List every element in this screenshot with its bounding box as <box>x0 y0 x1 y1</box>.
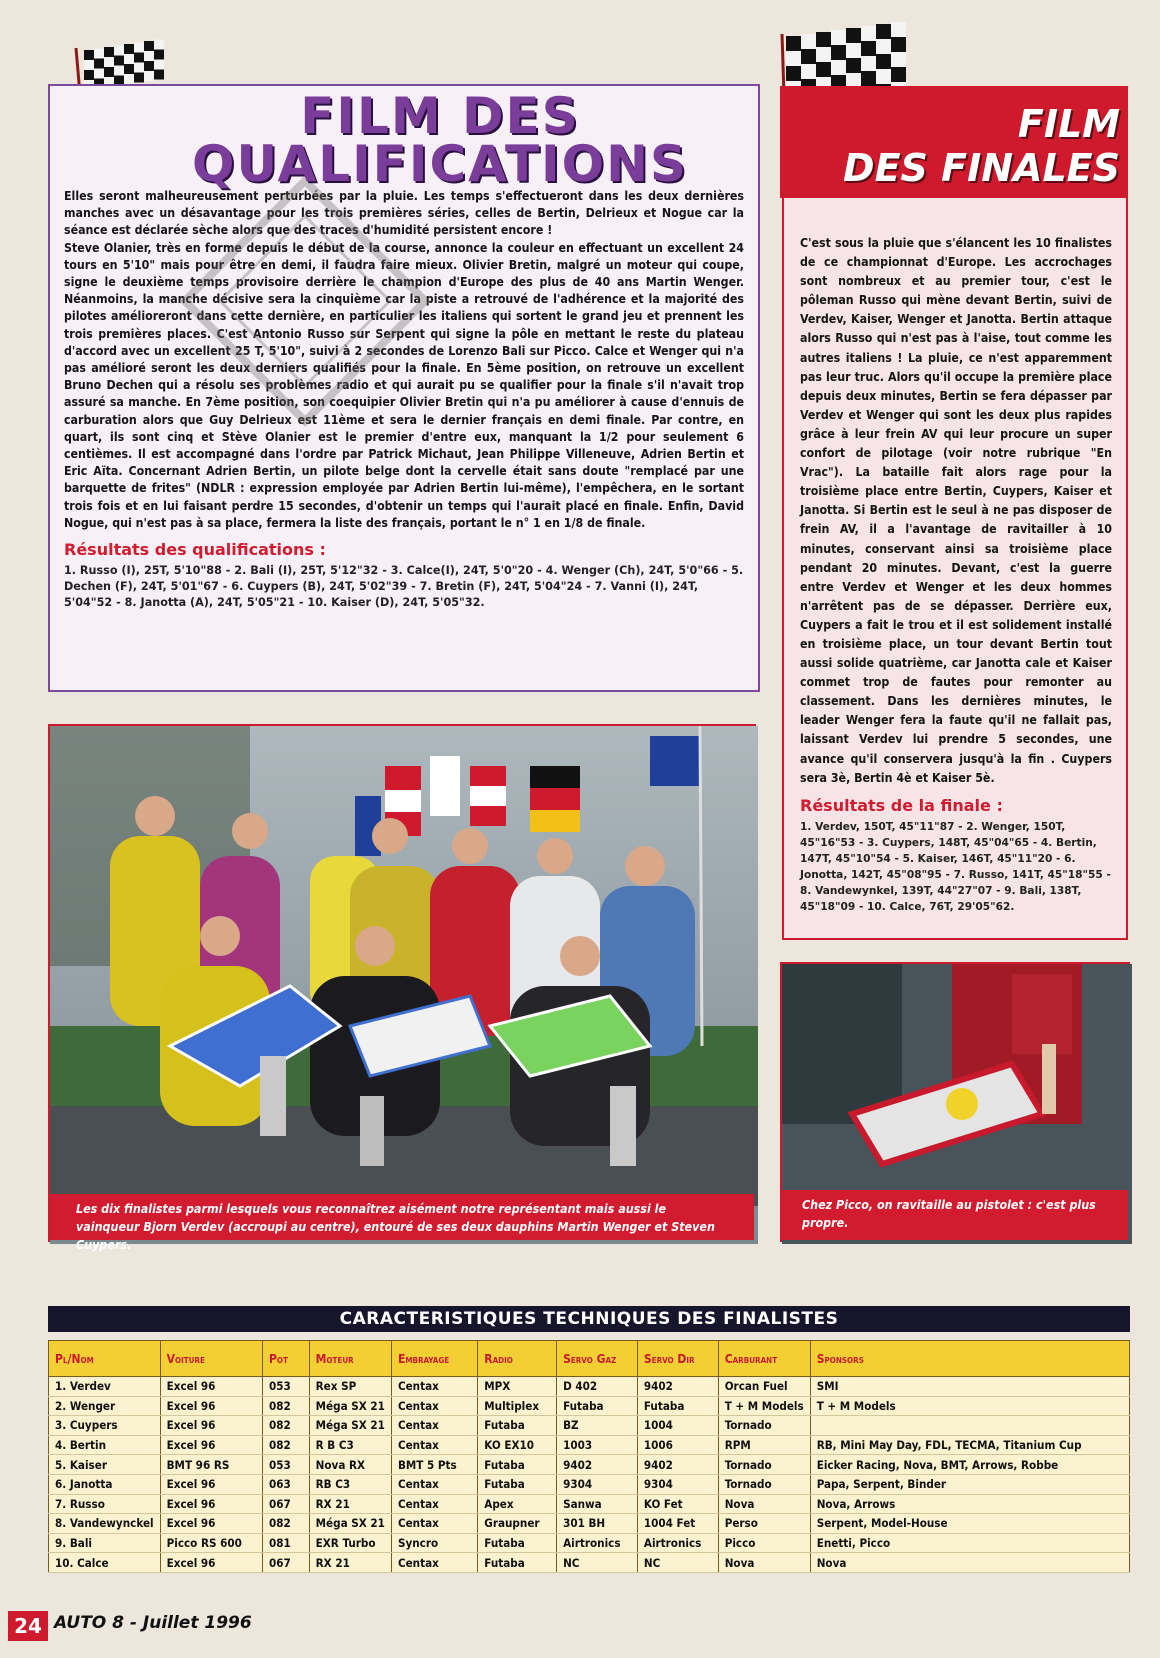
table-cell: Centax <box>391 1553 477 1573</box>
table-cell: Graupner <box>478 1514 557 1534</box>
table-row <box>49 1377 1130 1397</box>
table-cell: Excel 96 <box>160 1435 262 1455</box>
table-cell: 2. Wenger <box>49 1396 161 1416</box>
table-cell: RX 21 <box>309 1494 391 1514</box>
table-cell: T + M Models <box>718 1396 810 1416</box>
qualifications-paragraph: Elles seront malheureusement perturbées par la pluie. Les temps s'effectueront dans les deux dernières manches avec un désavantage pour les trois premières séries, celles de Bertin, Delrieux et Nogue car la séance est déclarée sèche alors que des traces d'humidité persistent encore ! <box>64 189 744 238</box>
publication-reference: AUTO 8 - Juillet 1996 <box>54 1613 252 1633</box>
table-cell: RPM <box>718 1435 810 1455</box>
table-cell: Nova <box>718 1494 810 1514</box>
table-cell: EXR Turbo <box>309 1533 391 1553</box>
tech-table-title: CARACTERISTIQUES TECHNIQUES DES FINALISTES <box>48 1306 1130 1332</box>
table-cell: Futaba <box>557 1396 638 1416</box>
table-cell: BMT 5 Pts <box>391 1455 477 1475</box>
table-cell: 081 <box>263 1533 310 1553</box>
table-cell: Centax <box>391 1435 477 1455</box>
finales-title <box>822 102 1132 190</box>
finales-results: 1. Verdev, 150T, 45"11"87 - 2. Wenger, 150T, 45"16"53 - 3. Cuypers, 148T, 45"04"65 - 4. Bertin, 147T, 45"10"54 - 5. Kaiser, 146T, 45"11"20 - 6. Jonotta, 142T, 45"08"95 - 7. Russo, 141T, 45"18"55 - 8. Vandewynkel, 139T, 44"27"07 - 9. Bali, 138T, 45"18"09 - 10. Calce, 76T, 29'05"62. <box>800 820 1111 913</box>
table-cell: Papa, Serpent, Binder <box>810 1474 1129 1494</box>
table-cell: BZ <box>557 1416 638 1436</box>
table-cell: T + M Models <box>810 1396 1129 1416</box>
table-cell: SMI <box>810 1377 1129 1397</box>
tech-table-header-row <box>49 1341 1130 1377</box>
table-cell: Apex <box>478 1494 557 1514</box>
table-cell: 10. Calce <box>49 1553 161 1573</box>
table-cell: D 402 <box>557 1377 638 1397</box>
table-cell: 082 <box>263 1435 310 1455</box>
finales-body: C'est sous la pluie que s'élancent les 10 finalistes de ce championnat d'Europe. Les accrochages sont nombreux et au premier tour, c'est le pôleman Russo qui mène devant Bertin, suivi de Verdev, Kaiser, Wenger et Janotta. Bertin attaque alors Russo qui n'est pas à l'aise, tout comme les autres italiens ! La pluie, ce n'est apparemment pas leur truc. Alors qu'il occupe la première place depuis deux minutes, Bertin se fera dépasser par Verdev et Wenger qui sont les deux plus rapides grâce à leur frein AV qui leur procure un super confort de pilotage (voir notre rubrique "En Vrac"). La bataille fait alors rage pour la troisième place entre Bertin, Cuypers, Kaiser et Janotta. Si Bertin est le seul à ne pas disposer de frein AV, il a l'avantage de ravitailler à 10 minutes, conservant ainsi sa troisième place pendant 20 minutes. Devant, c'est la guerre entre Verdev et Wenger et les deux hommes n'arrêtent pas de se dépasser. Derrière eux, Cuypers a fait le trou et il est solidement installé en troisième place, un tour devant Bertin tout aussi solide quatrième, car Janotta cale et Kaiser commet trop de fautes pour remonter au classement. Dans les dernières minutes, le leader Wenger fera la faute qu'il ne fallait pas, laissant Verdev lui prendre 5 secondes, une avance qu'il conservera jusqu'à la fin . Cuypers sera 3è, Bertin 4è et Kaiser 5è. <box>800 236 1112 785</box>
table-cell: Centax <box>391 1474 477 1494</box>
tech-table-header-cell: Pot <box>263 1341 310 1377</box>
qualifications-results-heading: Résultats des qualifications : <box>64 540 326 560</box>
table-cell: R B C3 <box>309 1435 391 1455</box>
table-cell: Tornado <box>718 1474 810 1494</box>
table-cell: 067 <box>263 1553 310 1573</box>
table-cell: Méga SX 21 <box>309 1416 391 1436</box>
table-cell: Futaba <box>478 1416 557 1436</box>
table-cell: Excel 96 <box>160 1474 262 1494</box>
table-cell: RB, Mini May Day, FDL, TECMA, Titanium Cup <box>810 1435 1129 1455</box>
table-row <box>49 1435 1130 1455</box>
table-cell: 1. Verdev <box>49 1377 161 1397</box>
table-cell: Nova, Arrows <box>810 1494 1129 1514</box>
table-row <box>49 1416 1130 1436</box>
table-cell: Excel 96 <box>160 1396 262 1416</box>
table-cell: 053 <box>263 1377 310 1397</box>
page-number: 24 <box>8 1611 48 1641</box>
qualifications-paragraph: Steve Olanier, très en forme depuis le début de la course, annonce la couleur en effectuant un excellent 24 tours en 5'10" mais pour être en demi, il faudra faire mieux. Olivier Bretin, malgré un moteur qui coupe, signe le deuxième temps provisoire derrière le champion d'Europe des plus de 40 ans Martin Wenger. Néanmoins, la manche décisive sera la cinquième car la piste a retrouvé de l'adhérence et la majorité des pilotes amélioreront dans cette dernière, en particulier les italiens qui sortent le grand jeu et prennent les trois premières places. C'est Antonio Russo sur Serpent qui signe la pôle en mettant le reste du plateau d'accord avec un excellent 25 T, 5'10", suivi à 2 secondes de Lorenzo Bali sur Picco. Calce et Wenger qui n'a pas amélioré seront les deux derniers qualifiés pour la finale. En 5ème position, on retrouve un excellent Bruno Dechen qui a résolu ses problèmes radio et qui aurait pu se qualifier pour la finale s'il n'avait trop assuré sa manche. En 7ème position, son coequipier Olivier Bretin qui n'a pu améliorer à cause d'ennuis de carburation alors que Guy Delrieux est 11ème et sera le dernier français en demi finale. Par contre, en quart, ils sont cinq et Stève Olanier est le premier d'entre eux, manquant la 1/2 pour seulement 6 centièmes. Il est accompagné dans l'ordre par Patrick Michaut, Jean Philippe Villeneuve, Adrien Bertin et Eric Aïta. Concernant Adrien Bertin, un pilote belge dont la cervelle était sans doute "remplacé par une barquette de frites" (NDLR : expression employée par Adrien Bertin lui-même), l'empêchera, en le sortant trois fois et en lui faisant perdre 15 secondes, d'obtenir un temps qui l'aurait placé en finale. Enfin, David Nogue, qui n'est pas à sa place, fermera la liste des français, portant le n° 1 en 1/8 de finale. <box>64 240 744 530</box>
table-cell: Nova <box>810 1553 1129 1573</box>
finalists-photo-caption: Les dix finalistes parmi lesquels vous reconnaîtrez aisément notre représentant mais aussi le vainqueur Bjorn Verdev (accroupi au centre), entouré de ses deux dauphins Martin Wenger et Steven Cuypers. <box>50 1194 754 1240</box>
table-cell: 7. Russo <box>49 1494 161 1514</box>
table-cell: RB C3 <box>309 1474 391 1494</box>
table-cell: 9304 <box>637 1474 718 1494</box>
table-cell: 067 <box>263 1494 310 1514</box>
table-row <box>49 1514 1130 1534</box>
table-cell: Futaba <box>478 1474 557 1494</box>
table-cell: 4. Bertin <box>49 1435 161 1455</box>
finales-results-heading: Résultats de la finale : <box>800 795 1003 815</box>
qualifications-box <box>48 84 760 692</box>
table-cell: 6. Janotta <box>49 1474 161 1494</box>
tech-table <box>48 1340 1130 1573</box>
table-cell: NC <box>637 1553 718 1573</box>
table-row <box>49 1533 1130 1553</box>
tech-table-header-cell: Moteur <box>309 1341 391 1377</box>
table-cell: 3. Cuypers <box>49 1416 161 1436</box>
table-cell: Futaba <box>637 1396 718 1416</box>
qualifications-results: 1. Russo (I), 25T, 5'10"88 - 2. Bali (I), 25T, 5'12"32 - 3. Calce(I), 24T, 5'0"20 - 4. Wenger (Ch), 24T, 5'0"66 - 5. Dechen (F), 24T, 5'01"67 - 6. Cuypers (B), 24T, 5'02"39 - 7. Bretin (F), 24T, 5'04"24 - 7. Vanni (I), 24T, 5'04"52 - 8. Janotta (A), 24T, 5'05"21 - 10. Kaiser (D), 24T, 5'05"32. <box>64 564 744 610</box>
table-cell: Centax <box>391 1416 477 1436</box>
table-cell: 082 <box>263 1416 310 1436</box>
refuel-photo-caption: Chez Picco, on ravitaille au pistolet : c'est plus propre. <box>782 1190 1128 1240</box>
table-cell: Serpent, Model-House <box>810 1514 1129 1534</box>
table-cell: Centax <box>391 1494 477 1514</box>
finalists-photo <box>48 724 756 1252</box>
table-cell: Perso <box>718 1514 810 1534</box>
table-cell: 082 <box>263 1396 310 1416</box>
table-cell: Nova RX <box>309 1455 391 1475</box>
table-cell: Méga SX 21 <box>309 1514 391 1534</box>
tech-table-header-cell: Servo Dir <box>637 1341 718 1377</box>
table-row <box>49 1455 1130 1475</box>
table-cell: Excel 96 <box>160 1514 262 1534</box>
table-cell: Enetti, Picco <box>810 1533 1129 1553</box>
table-cell: Picco <box>718 1533 810 1553</box>
table-cell: Eicker Racing, Nova, BMT, Arrows, Robbe <box>810 1455 1129 1475</box>
table-cell: Tornado <box>718 1416 810 1436</box>
table-cell: Airtronics <box>637 1533 718 1553</box>
table-cell: Excel 96 <box>160 1416 262 1436</box>
table-cell: 9. Bali <box>49 1533 161 1553</box>
table-row <box>49 1396 1130 1416</box>
table-cell: Excel 96 <box>160 1553 262 1573</box>
table-cell: Centax <box>391 1377 477 1397</box>
table-cell: 9402 <box>637 1377 718 1397</box>
table-cell: Futaba <box>478 1553 557 1573</box>
table-cell: KO Fet <box>637 1494 718 1514</box>
finales-title-line2: DES FINALES <box>843 146 1120 190</box>
table-cell: Rex SP <box>309 1377 391 1397</box>
table-cell: Syncro <box>391 1533 477 1553</box>
table-cell: MPX <box>478 1377 557 1397</box>
table-cell: Futaba <box>478 1455 557 1475</box>
table-cell: Excel 96 <box>160 1377 262 1397</box>
finales-box <box>782 196 1128 940</box>
tech-table-header-cell: Embrayage <box>391 1341 477 1377</box>
table-cell: 1004 <box>637 1416 718 1436</box>
table-cell: Centax <box>391 1396 477 1416</box>
table-cell: KO EX10 <box>478 1435 557 1455</box>
table-cell: 301 BH <box>557 1514 638 1534</box>
finalists-photo-image <box>50 726 758 1244</box>
table-cell: Airtronics <box>557 1533 638 1553</box>
table-cell: 063 <box>263 1474 310 1494</box>
table-cell: Excel 96 <box>160 1494 262 1514</box>
table-cell: 9304 <box>557 1474 638 1494</box>
tech-table-header-cell: Voiture <box>160 1341 262 1377</box>
table-cell: 8. Vandewynckel <box>49 1514 161 1534</box>
table-cell: 053 <box>263 1455 310 1475</box>
table-row <box>49 1553 1130 1573</box>
table-cell: BMT 96 RS <box>160 1455 262 1475</box>
table-cell <box>810 1416 1129 1436</box>
table-cell: Nova <box>718 1553 810 1573</box>
table-cell: 9402 <box>637 1455 718 1475</box>
qualifications-title-line1: FILM DES <box>300 87 580 145</box>
table-cell: 5. Kaiser <box>49 1455 161 1475</box>
table-cell: Tornado <box>718 1455 810 1475</box>
table-cell: Méga SX 21 <box>309 1396 391 1416</box>
table-cell: Orcan Fuel <box>718 1377 810 1397</box>
table-cell: NC <box>557 1553 638 1573</box>
refuel-photo <box>780 962 1130 1242</box>
table-cell: 1006 <box>637 1435 718 1455</box>
table-cell: RX 21 <box>309 1553 391 1573</box>
watermark-stamp <box>200 196 410 406</box>
finales-title-line1: FILM <box>1017 102 1120 146</box>
table-cell: 9402 <box>557 1455 638 1475</box>
tech-table-header-cell: Carburant <box>718 1341 810 1377</box>
table-row <box>49 1494 1130 1514</box>
table-cell: Centax <box>391 1514 477 1534</box>
qualifications-title-line2: QUALIFICATIONS <box>191 135 689 193</box>
table-cell: Sanwa <box>557 1494 638 1514</box>
table-cell: Multiplex <box>478 1396 557 1416</box>
table-cell: 1003 <box>557 1435 638 1455</box>
table-cell: Futaba <box>478 1533 557 1553</box>
tech-table-header-cell: Sponsors <box>810 1341 1129 1377</box>
tech-table-header-cell: Servo Gaz <box>557 1341 638 1377</box>
tech-table-header-cell: Pl/Nom <box>49 1341 161 1377</box>
table-cell: 082 <box>263 1514 310 1534</box>
qualifications-title <box>160 87 720 193</box>
table-row <box>49 1474 1130 1494</box>
table-cell: Picco RS 600 <box>160 1533 262 1553</box>
tech-table-header-cell: Radio <box>478 1341 557 1377</box>
table-cell: 1004 Fet <box>637 1514 718 1534</box>
